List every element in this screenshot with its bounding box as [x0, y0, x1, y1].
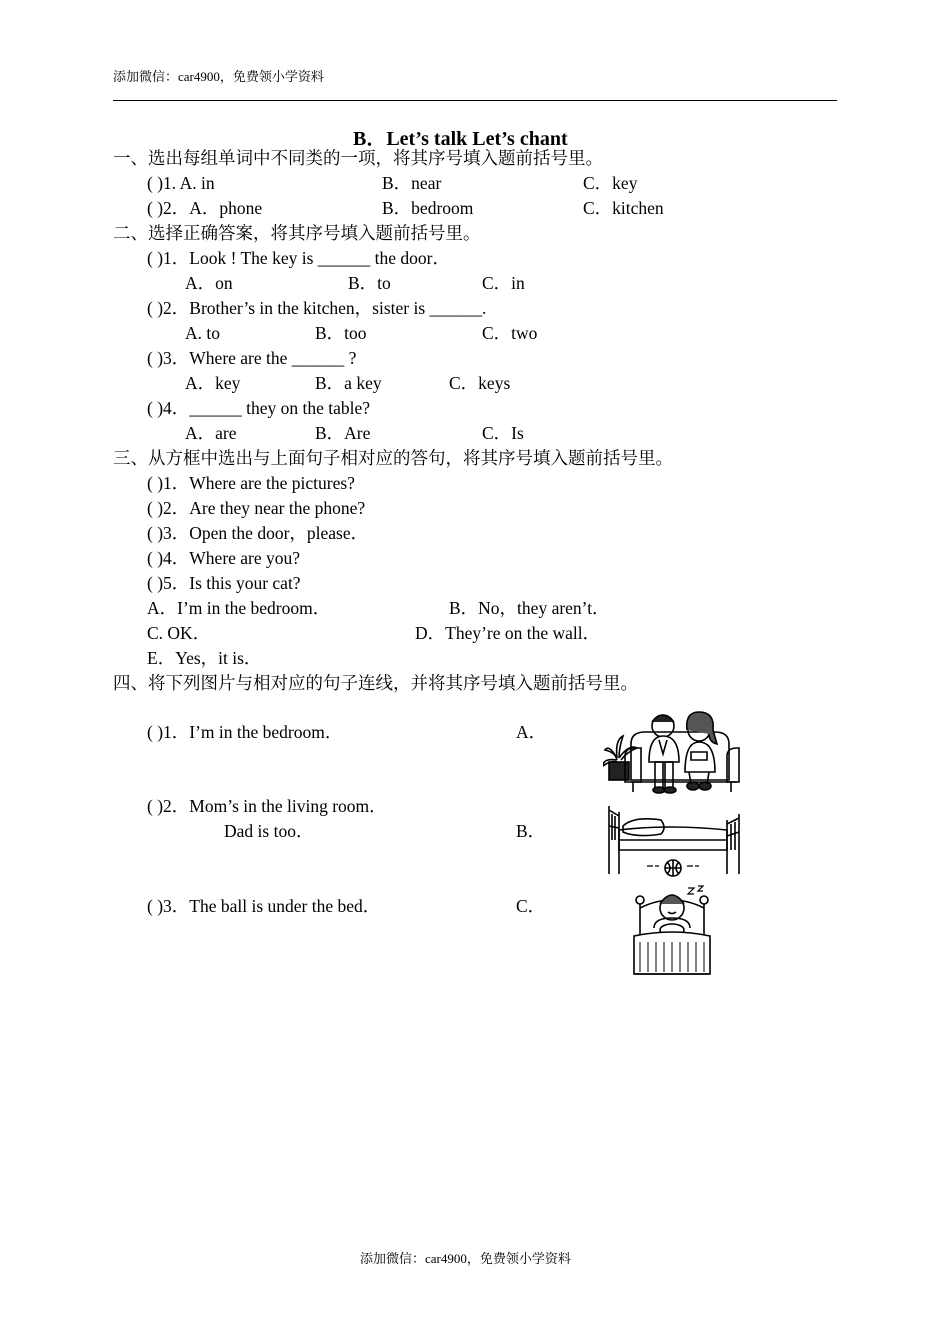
- s4-label-a: A．: [516, 722, 547, 742]
- s2-q2-stem: ( )2．Brother’s in the kitchen，sister is ______.: [147, 298, 487, 318]
- s3-q4: ( )4．Where are you?: [147, 548, 301, 568]
- s2-q4-stem: ( )4．______ they on the table?: [147, 398, 371, 418]
- bed-ball-illustration: [603, 800, 745, 880]
- s4-q1: ( )1．I’m in the bedroom．: [147, 722, 343, 742]
- s3-option-b: B．No，they aren’t．: [449, 598, 610, 618]
- header-rule: [113, 100, 837, 101]
- s3-option-c: C. OK．: [147, 623, 211, 643]
- s2-q1-stem: ( )1．Look ! The key is ______ the door．: [147, 248, 450, 268]
- page-header: 添加微信：car4900，免费领小学资料: [113, 69, 324, 84]
- s3-option-e: E．Yes，it is．: [147, 648, 262, 668]
- s1-q2-option-b: B．bedroom: [382, 198, 474, 218]
- page-footer: 添加微信：car4900，免费领小学资料: [360, 1251, 571, 1266]
- s3-option-d: D．They’re on the wall．: [415, 623, 601, 643]
- person-in-bed-illustration: [628, 882, 716, 982]
- s2-q1-option-b: B．to: [348, 273, 391, 293]
- section-2-heading: 二、选择正确答案，将其序号填入题前括号里。: [113, 223, 481, 243]
- s2-q3-option-b: B．a key: [315, 373, 382, 393]
- s1-q1-option-b: B．near: [382, 173, 442, 193]
- section-1-heading: 一、选出每组单词中不同类的一项，将其序号填入题前括号里。: [113, 148, 603, 168]
- s2-q4-option-a: A．are: [185, 423, 237, 443]
- s3-q2: ( )2．Are they near the phone?: [147, 498, 366, 518]
- s4-label-c: C．: [516, 896, 546, 916]
- s4-label-b: B．: [516, 821, 546, 841]
- s1-q2-option-c: C．kitchen: [583, 198, 664, 218]
- s2-q2-option-c: C．two: [482, 323, 538, 343]
- s1-q1-option-c: C．key: [583, 173, 638, 193]
- s2-q1-option-c: C．in: [482, 273, 525, 293]
- section-4-heading: 四、将下列图片与相对应的句子连线，并将其序号填入题前括号里。: [113, 673, 638, 693]
- s2-q3-option-c: C．keys: [449, 373, 511, 393]
- s4-q3: ( )3．The ball is under the bed．: [147, 896, 381, 916]
- s2-q2-option-a: A. to: [185, 323, 220, 343]
- s2-q3-stem: ( )3．Where are the ______ ?: [147, 348, 357, 368]
- s2-q2-option-b: B．too: [315, 323, 367, 343]
- s1-q1-stem: ( )1. A. in: [147, 173, 215, 193]
- s3-q1: ( )1．Where are the pictures?: [147, 473, 355, 493]
- page-title: B．Let’s talk Let’s chant: [353, 128, 568, 150]
- s3-q3: ( )3．Open the door，please．: [147, 523, 369, 543]
- s2-q3-option-a: A．key: [185, 373, 241, 393]
- s1-q2-stem: ( )2．A．phone: [147, 198, 263, 218]
- s3-option-a: A．I’m in the bedroom．: [147, 598, 331, 618]
- s4-q2-line1: ( )2．Mom’s in the living room．: [147, 796, 387, 816]
- s2-q4-option-c: C．Is: [482, 423, 524, 443]
- section-3-heading: 三、从方框中选出与上面句子相对应的答句，将其序号填入题前括号里。: [113, 448, 673, 468]
- s4-q2-line2: Dad is too．: [224, 821, 314, 841]
- sofa-family-illustration: [603, 700, 743, 798]
- s2-q4-option-b: B．Are: [315, 423, 371, 443]
- s2-q1-option-a: A．on: [185, 273, 233, 293]
- s3-q5: ( )5．Is this your cat?: [147, 573, 301, 593]
